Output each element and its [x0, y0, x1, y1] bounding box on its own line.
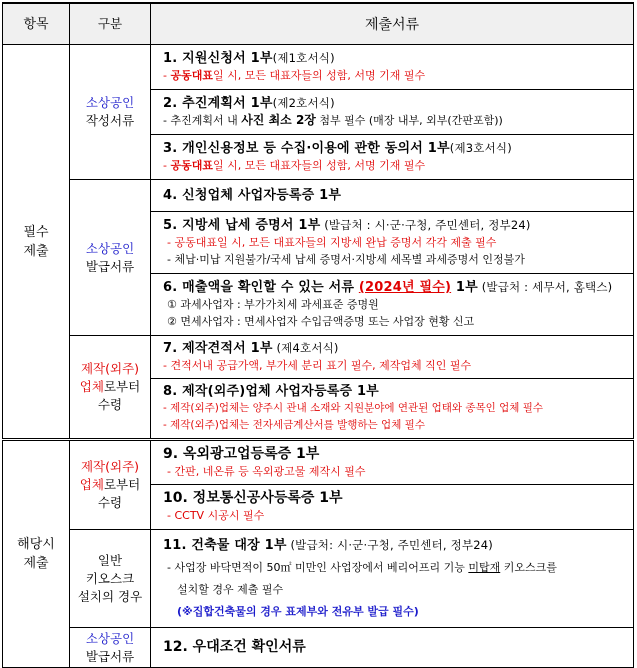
doc-sub: - 추진계획서 내: [163, 114, 242, 127]
doc-sub: - CCTV 시공시 필수: [167, 509, 265, 522]
table-row: [3, 45, 634, 90]
doc-title: 10. 정보통신공사등록증 1부: [163, 490, 343, 506]
group-required: [3, 45, 70, 440]
doc-title: 1부: [451, 280, 478, 295]
doc-sub: 일 시, 모든 대표자들의 성함, 서명 기재 필수: [212, 69, 426, 82]
doc-item-4: [151, 180, 634, 212]
doc-sub: 설치할 경우 제출 필수: [177, 583, 284, 596]
doc-note: (제3호서식): [449, 141, 512, 155]
doc-title: 12. 우대조건 확인서류: [163, 639, 306, 655]
subgroup-line: 수령: [97, 495, 123, 510]
subgroup-line: 수령: [97, 397, 123, 412]
subgroup-smb-written: [70, 45, 151, 180]
subgroup-line: 소상공인: [85, 630, 135, 646]
doc-title: 7. 제작견적서 1부: [163, 341, 273, 356]
subgroup-vendor-a: 제작(외주) 업체로부터 수령: [70, 336, 151, 440]
doc-sub: - 제작(외주)업체는 전자세금계산서를 발행하는 업체 필수: [163, 419, 425, 431]
table-row: [3, 336, 634, 379]
doc-item-2: [151, 90, 634, 135]
subgroup-line: 설치의 경우: [77, 588, 143, 604]
doc-title: 6. 매출액을 확인할 수 있는 서류: [163, 280, 359, 295]
doc-title: 11. 건축물 대장 1부: [163, 538, 287, 553]
doc-item-3: [151, 135, 634, 180]
doc-sub-highlight: 사진 최소 2장: [241, 113, 316, 127]
doc-note: (제1호서식): [272, 51, 335, 65]
table-header-row: [3, 3, 634, 45]
doc-sub-highlight: 미탑재: [468, 561, 501, 574]
doc-note: (제2호서식): [272, 96, 335, 110]
doc-sub-prefix: -: [163, 159, 171, 172]
doc-sub: ① 과세사업자 : 부가가치세 과세표준 증명원: [167, 298, 379, 311]
doc-note: (발급처 : 세무서, 홈택스): [477, 280, 613, 294]
subgroup-line: 발급서류: [85, 648, 135, 664]
subgroup-smb-issued-2: [70, 628, 151, 668]
subgroup-smb-issued: [70, 180, 151, 336]
doc-item-1: [151, 45, 634, 90]
subgroup-line: 일반: [97, 552, 123, 568]
table-row: [3, 440, 634, 485]
doc-sub: 첨부 필수 (매장 내부, 외부(간판포함)): [315, 114, 503, 127]
doc-title: 3. 개인신용정보 등 수집·이용에 관한 동의서 1부: [163, 141, 450, 156]
subgroup-general-kiosk: [70, 530, 151, 628]
subgroup-line: 소상공인: [85, 95, 135, 110]
group-applicable-label: 해당시 제출: [17, 537, 55, 571]
doc-item-5: [151, 212, 634, 274]
header-category: 구분: [70, 3, 151, 45]
doc-note: (발급처 : 시·군·구청, 주민센터, 정부24): [320, 218, 531, 232]
group-required-label: 필수 제출: [23, 224, 49, 259]
doc-item-10: [151, 485, 634, 530]
doc-sub: - 간판, 네온류 등 옥외광고물 제작시 필수: [167, 464, 366, 478]
subgroup-line: 제작(외주): [80, 361, 140, 376]
doc-title: 8. 제작(외주)업체 사업자등록증 1부: [163, 384, 379, 399]
doc-item-12: [151, 628, 634, 668]
subgroup-line: 제작(외주): [80, 459, 140, 474]
doc-sub-highlight: 공동대표: [170, 69, 213, 82]
table-row: [3, 628, 634, 668]
doc-sub: - 체납·미납 지원불가/국세 납세 증명서·지방세 세목별 과세증명서 인정불가: [167, 253, 525, 266]
doc-sub: (※집합건축물의 경우 표제부와 전유부 발급 필수): [177, 605, 419, 618]
group-applicable: [3, 440, 70, 668]
doc-title: 2. 추진계획서 1부: [163, 96, 273, 111]
table-row: [3, 530, 634, 628]
header-documents: 제출서류: [151, 3, 634, 45]
doc-item-11: [151, 530, 634, 628]
doc-title: 9. 옥외광고업등록증 1부: [163, 445, 320, 462]
subgroup-line: 발급서류: [85, 258, 135, 274]
subgroup-vendor-b: 제작(외주) 업체로부터 수령: [70, 440, 151, 530]
doc-item-8: [151, 379, 634, 440]
subgroup-line: 소상공인: [85, 240, 135, 256]
doc-sub-prefix: -: [163, 69, 171, 82]
doc-sub: 일 시, 모든 대표자들의 성함, 서명 기재 필수: [212, 159, 426, 172]
doc-sub: - 사업장 바닥면적이 50㎡ 미만인 사업장에서 베리어프리 기능: [167, 561, 469, 574]
doc-note: (발급처: 시·군·구청, 주민센터, 정부24): [286, 538, 493, 552]
doc-item-6: [151, 274, 634, 336]
doc-sub: - 공동대표일 시, 모든 대표자들의 지방세 완납 증명서 각각 제출 필수: [167, 236, 497, 249]
subgroup-line: 작성서류: [85, 113, 135, 128]
doc-title: 1. 지원신청서 1부: [163, 51, 273, 66]
table-row: [3, 180, 634, 212]
doc-sub: ② 면세사업자 : 면세사업자 수입금액증명 또는 사업장 현황 신고: [167, 315, 475, 328]
doc-note: (제4호서식): [272, 341, 339, 355]
doc-sub: - 견적서내 공급가액, 부가세 분리 표기 필수, 제작업체 직인 필수: [163, 359, 472, 372]
doc-sub-highlight: 공동대표: [170, 159, 213, 172]
doc-item-9: [151, 440, 634, 485]
doc-title: 5. 지방세 납세 증명서 1부: [163, 218, 321, 233]
doc-title: 4. 신청업체 사업자등록증 1부: [163, 188, 342, 203]
submission-documents-table: [2, 2, 634, 668]
header-item: 항목: [3, 3, 70, 45]
doc-sub: 키오스크를: [500, 561, 557, 574]
subgroup-line: 키오스크: [85, 570, 135, 586]
doc-sub: - 제작(외주)업체는 양주시 관내 소재와 지원분야에 연관된 업태와 종목인 업체 필수: [163, 402, 544, 414]
doc-item-7: [151, 336, 634, 379]
doc-title-highlight: (2024년 필수): [358, 280, 452, 295]
